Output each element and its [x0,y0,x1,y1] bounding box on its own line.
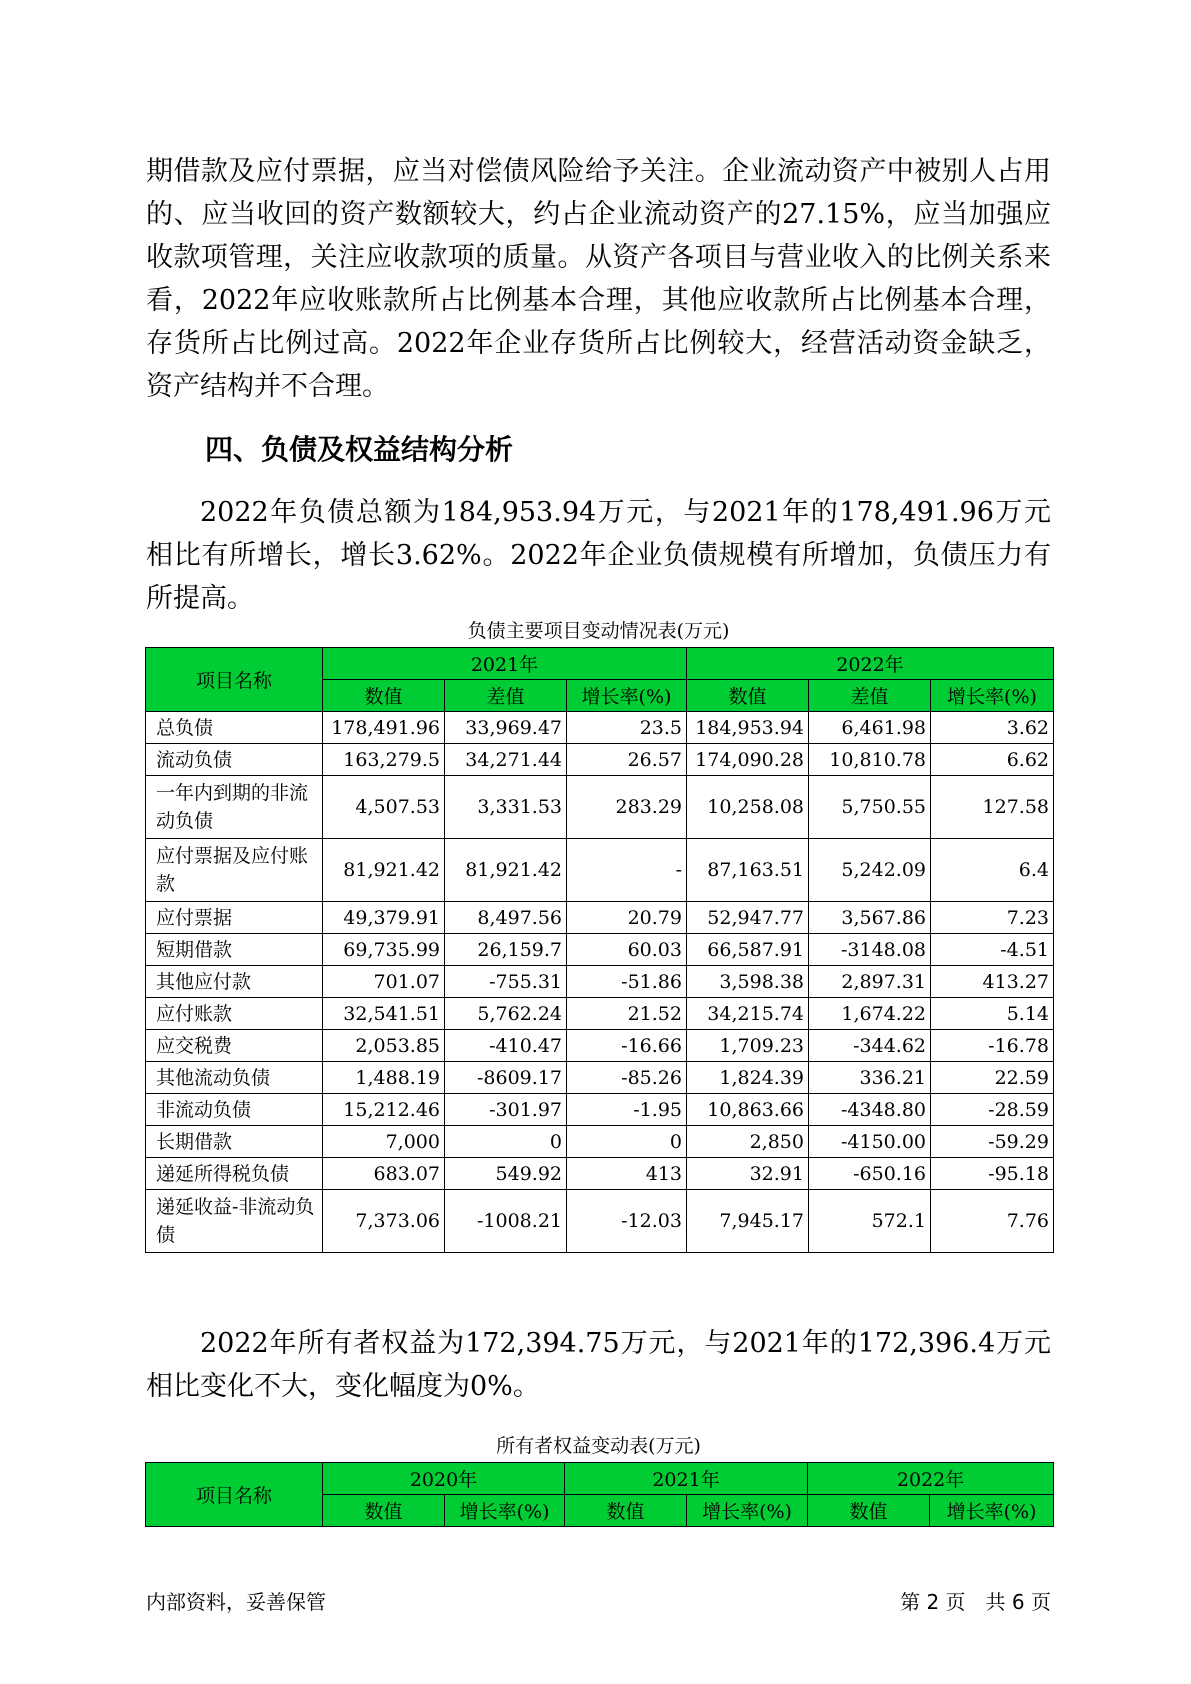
cell: 3.62 [931,712,1054,744]
cell: 5.14 [931,998,1054,1030]
cell: 127.58 [931,776,1054,839]
cell: -650.16 [809,1158,931,1190]
cell: - [567,839,687,902]
cell: 10,258.08 [687,776,809,839]
cell: -51.86 [567,966,687,998]
cell: 8,497.56 [445,902,567,934]
table-row [146,712,1054,744]
cell: 26.57 [567,744,687,776]
cell: 52,947.77 [687,902,809,934]
cell: 60.03 [567,934,687,966]
table2-caption: 所有者权益变动表(万元) [496,1435,701,1457]
paragraph-liabilities: 2022年负债总额为184,953.94万元，与2021年的178,491.96万元相比有所增长，增长3.62%。2022年企业负债规模有所增加，负债压力有所提高。 [146,497,1051,614]
cell: 32.91 [687,1158,809,1190]
table-row [146,1062,1054,1094]
cell: -3148.08 [809,934,931,966]
cell: -8609.17 [445,1062,567,1094]
cell: 6,461.98 [809,712,931,744]
cell: 10,810.78 [809,744,931,776]
cell: -4150.00 [809,1126,931,1158]
footer-confidential: 内部资料，妥善保管 [146,1590,326,1614]
sub-header-growth: 增长率(%) [930,1495,1054,1527]
table-row [146,839,1054,902]
cell: -1008.21 [445,1190,567,1253]
sub-header-value: 数值 [808,1495,930,1527]
row-name: 总负债 [146,712,323,744]
cell: 26,159.7 [445,934,567,966]
cell: 7,000 [323,1126,445,1158]
cell: 1,674.22 [809,998,931,1030]
cell: -12.03 [567,1190,687,1253]
year-header-2022: 2022年 [687,648,1054,680]
cell: 4,507.53 [323,776,445,839]
row-name: 应付票据 [146,902,323,934]
cell: 413 [567,1158,687,1190]
cell: 10,863.66 [687,1094,809,1126]
cell: 81,921.42 [445,839,567,902]
sub-header-growth: 增长率(%) [445,1495,565,1527]
cell: 15,212.46 [323,1094,445,1126]
cell: 3,331.53 [445,776,567,839]
row-name: 其他流动负债 [146,1062,323,1094]
cell: 163,279.5 [323,744,445,776]
cell: 3,598.38 [687,966,809,998]
row-name: 应付账款 [146,998,323,1030]
section-heading: 四、负债及权益结构分析 [205,433,514,466]
row-name: 一年内到期的非流动负债 [146,776,323,839]
cell: 34,215.74 [687,998,809,1030]
table-row [146,902,1054,934]
cell: 34,271.44 [445,744,567,776]
cell: 21.52 [567,998,687,1030]
cell: 0 [445,1126,567,1158]
cell: 174,090.28 [687,744,809,776]
table-row [146,1190,1054,1253]
year-header-2020: 2020年 [323,1463,565,1495]
row-name: 递延收益-非流动负债 [146,1190,323,1253]
cell: 5,762.24 [445,998,567,1030]
row-name: 其他应付款 [146,966,323,998]
cell: 549.92 [445,1158,567,1190]
cell: 283.29 [567,776,687,839]
cell: 2,897.31 [809,966,931,998]
row-name: 应交税费 [146,1030,323,1062]
cell: 7,373.06 [323,1190,445,1253]
cell: -410.47 [445,1030,567,1062]
cell: 32,541.51 [323,998,445,1030]
cell: 81,921.42 [323,839,445,902]
cell: 2,053.85 [323,1030,445,1062]
cell: 184,953.94 [687,712,809,744]
year-header-2021: 2021年 [565,1463,808,1495]
cell: -755.31 [445,966,567,998]
table-row [146,934,1054,966]
sub-header-growth: 增长率(%) [931,680,1054,712]
cell: 2,850 [687,1126,809,1158]
cell: 7.76 [931,1190,1054,1253]
liabilities-table [145,647,1054,1253]
row-name: 短期借款 [146,934,323,966]
sub-header-growth: 增长率(%) [567,680,687,712]
cell: -28.59 [931,1094,1054,1126]
cell: 6.4 [931,839,1054,902]
cell: 87,163.51 [687,839,809,902]
cell: 66,587.91 [687,934,809,966]
table-row [146,966,1054,998]
table1-caption: 负债主要项目变动情况表(万元) [467,620,730,642]
cell: 336.21 [809,1062,931,1094]
cell: 683.07 [323,1158,445,1190]
row-name: 应付票据及应付账款 [146,839,323,902]
sub-header-diff: 差值 [809,680,931,712]
paragraph-asset-structure: 期借款及应付票据，应当对偿债风险给予关注。企业流动资产中被别人占用的、应当收回的资产数额较大，约占企业流动资产的27.15%，应当加强应收款项管理，关注应收款项的质量。从资产各项目与营业收入的比例关系来看，2022年应收账款所占比例基本合理，其他应收款所占比例基本合理，存货所占比例过高。2022年企业存货所占比例较大，经营活动资金缺乏，资产结构并不合理。 [146,156,1051,402]
cell: 49,379.91 [323,902,445,934]
row-name: 长期借款 [146,1126,323,1158]
sub-header-value: 数值 [565,1495,687,1527]
cell: -16.66 [567,1030,687,1062]
cell: 22.59 [931,1062,1054,1094]
sub-header-value: 数值 [323,680,445,712]
equity-table [145,1462,1054,1527]
table-row [146,998,1054,1030]
cell: 3,567.86 [809,902,931,934]
cell: 7.23 [931,902,1054,934]
cell: -1.95 [567,1094,687,1126]
year-header-2022: 2022年 [808,1463,1054,1495]
cell: 1,709.23 [687,1030,809,1062]
table-row [146,744,1054,776]
row-name: 递延所得税负债 [146,1158,323,1190]
cell: 7,945.17 [687,1190,809,1253]
cell: 6.62 [931,744,1054,776]
sub-header-value: 数值 [687,680,809,712]
row-name: 非流动负债 [146,1094,323,1126]
cell: -344.62 [809,1030,931,1062]
cell: 5,242.09 [809,839,931,902]
cell: 23.5 [567,712,687,744]
cell: 178,491.96 [323,712,445,744]
cell: -95.18 [931,1158,1054,1190]
cell: -59.29 [931,1126,1054,1158]
cell: 413.27 [931,966,1054,998]
sub-header-diff: 差值 [445,680,567,712]
cell: 1,488.19 [323,1062,445,1094]
cell: 0 [567,1126,687,1158]
table-row [146,1126,1054,1158]
cell: -4348.80 [809,1094,931,1126]
year-header-2021: 2021年 [323,648,687,680]
table-row [146,1030,1054,1062]
cell: 33,969.47 [445,712,567,744]
cell: -301.97 [445,1094,567,1126]
item-name-header: 项目名称 [146,1463,323,1527]
cell: 701.07 [323,966,445,998]
cell: 20.79 [567,902,687,934]
cell: 5,750.55 [809,776,931,839]
cell: 1,824.39 [687,1062,809,1094]
cell: -85.26 [567,1062,687,1094]
sub-header-value: 数值 [323,1495,445,1527]
cell: -16.78 [931,1030,1054,1062]
row-name: 流动负债 [146,744,323,776]
sub-header-growth: 增长率(%) [687,1495,808,1527]
table-row [146,1158,1054,1190]
paragraph-equity: 2022年所有者权益为172,394.75万元，与2021年的172,396.4万元相比变化不大，变化幅度为0%。 [146,1328,1051,1402]
item-name-header: 项目名称 [146,648,323,712]
table-row [146,776,1054,839]
cell: -4.51 [931,934,1054,966]
footer-page-number: 第 2 页 共 6 页 [900,1590,1051,1614]
table-row [146,1094,1054,1126]
cell: 69,735.99 [323,934,445,966]
cell: 572.1 [809,1190,931,1253]
